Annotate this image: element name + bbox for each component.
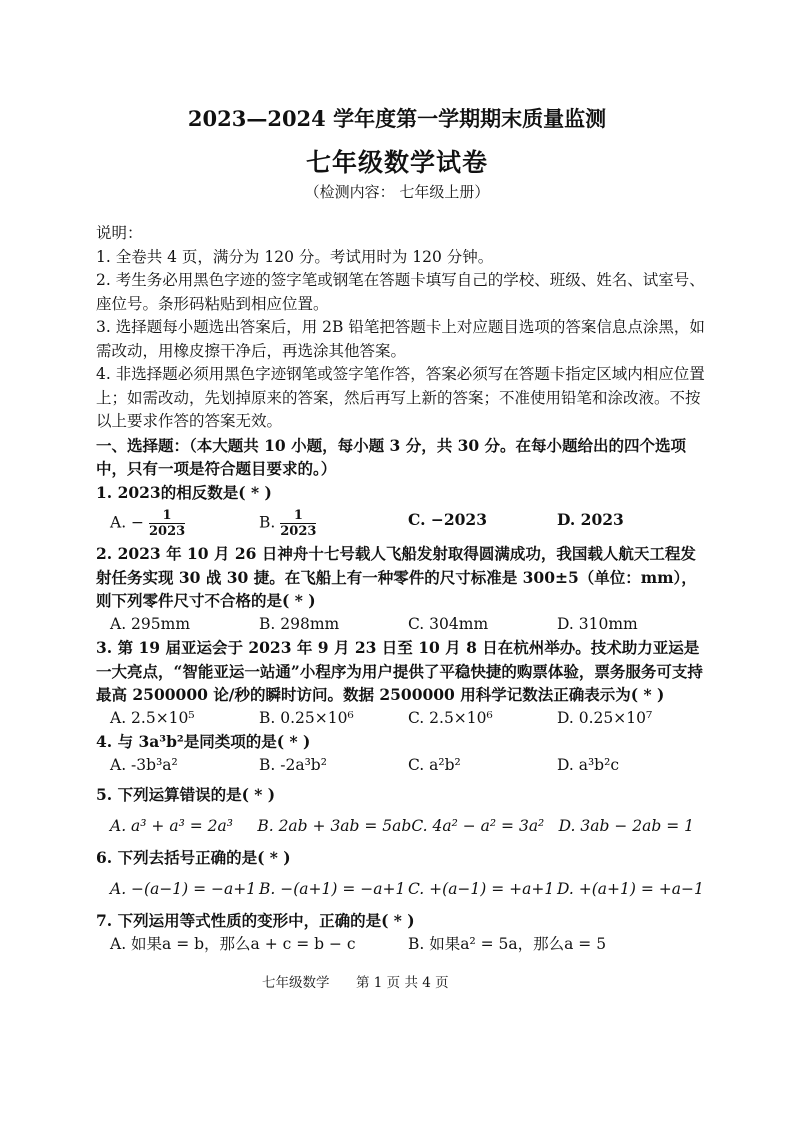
footer-subject: 七年级数学	[262, 975, 330, 991]
question-7-options	[96, 933, 706, 957]
question-4-option-c: C. a²b²	[408, 755, 461, 774]
instruction-item-2: 2. 考生务必用黑色字迹的签字笔或钢笔在答题卡填写自己的学校、班级、姓名、试室号、 座位号。条形码粘贴到相应位置。	[96, 271, 705, 313]
exam-title-subject: 七年级数学试卷	[305, 148, 488, 177]
exam-title-term: 2023—2024 学年度第一学期期末质量监测	[187, 106, 607, 131]
question-2-stem: 2. 2023 年 10 月 26 日神舟十七号载人飞船发射取得圆满成功，我国载人航天工程发射任务实现 30 战 30 捷。在飞船上有一种零件的尺寸标准是 300±5（单位：mm），则下列零件尺寸不合格的是( * )	[96, 544, 697, 610]
question-2-option-d: D. 310mm	[557, 614, 638, 633]
question-2-option-c: C. 304mm	[408, 614, 489, 633]
option-a-prefix: A. −	[110, 513, 145, 532]
question-3-option-c: C. 2.5×10⁶	[408, 708, 493, 727]
fraction	[149, 508, 185, 539]
question-7-option-a: A. 如果a = b，那么a + c = b − c	[110, 934, 356, 953]
question-4-options	[96, 754, 706, 778]
question-1-option-a	[110, 508, 259, 539]
question-1-options	[96, 508, 706, 539]
question-1-option-d: D. 2023	[557, 510, 624, 529]
section-heading-choice: 一、选择题：（本大题共 10 小题，每小题 3 分，共 30 分。在每小题给出的四个选项中，只有一项是符合题目要求的。）	[96, 435, 687, 478]
question-5-option-a: A. a³ + a³ = 2a³	[110, 816, 233, 835]
instruction-item-1: 1. 全卷共 4 页，满分为 120 分。考试用时为 120 分钟。	[96, 247, 494, 266]
instruction-item-4: 4. 非选择题必须用黑色字迹钢笔或签字笔作答，答案必须写在答题卡指定区域内相应位置上；如需改动，先划掉原来的答案，然后再写上新的答案；不准使用铅笔和涂改液。不按以上要求作答的答案无效。	[96, 365, 705, 430]
fraction-denominator: 2023	[280, 524, 317, 539]
question-6-option-b: B. −(a+1) = −a+1	[259, 879, 406, 898]
question-3-option-a: A. 2.5×10⁵	[110, 708, 195, 727]
question-4-stem: 4. 与 3a³b²是同类项的是( * )	[96, 732, 311, 751]
question-6-option-d: D. +(a+1) = +a−1	[557, 879, 704, 898]
question-5-option-c: C. 4a² − a² = 3a²	[411, 816, 545, 835]
question-6-options	[96, 878, 706, 902]
question-2-option-b: B. 298mm	[259, 614, 340, 633]
question-1-option-c: C. −2023	[408, 510, 487, 529]
question-6-stem: 6. 下列去括号正确的是( * )	[96, 848, 291, 867]
instruction-item-3: 3. 选择题每小题选出答案后，用 2B 铅笔把答题卡上对应题目选项的答案信息点涂黑，如需改动，用橡皮擦干净后，再选涂其他答案。	[96, 318, 705, 360]
question-3-options	[96, 707, 706, 731]
question-1-stem: 1. 2023的相反数是( * )	[96, 482, 272, 502]
question-3-option-b: B. 0.25×10⁶	[259, 708, 354, 727]
question-2-options	[96, 613, 706, 637]
fraction	[280, 508, 316, 539]
exam-scope: （检测内容： 七年级上册）	[304, 183, 490, 201]
question-3-option-d: D. 0.25×10⁷	[557, 708, 653, 727]
question-4-option-b: B. -2a³b²	[259, 755, 327, 774]
question-5-stem: 5. 下列运算错误的是( * )	[96, 785, 276, 804]
question-7-option-b: B. 如果a² = 5a，那么a = 5	[408, 934, 607, 953]
question-4-option-a: A. -3b³a²	[110, 755, 178, 774]
question-5-options	[96, 815, 706, 839]
question-1-option-b	[259, 508, 408, 539]
exam-body	[96, 222, 706, 956]
question-7-stem: 7. 下列运用等式性质的变形中，正确的是( * )	[96, 911, 415, 930]
footer-page-number: 第 1 页 共 4 页	[356, 975, 449, 991]
fraction-numerator: 1	[280, 508, 316, 524]
question-4-option-d: D. a³b²c	[557, 755, 619, 774]
question-5-option-b: B. 2ab + 3ab = 5ab	[257, 816, 412, 835]
instructions-label: 说明：	[96, 224, 143, 242]
question-3-stem: 3. 第 19 届亚运会于 2023 年 9 月 23 日至 10 月 8 日在杭州举办。技术助力亚运是一大亮点，“智能亚运一站通”小程序为用户提供了平稳快捷的购票体验，票务服务可支持最高 2500000 论/秒的瞬时访问。数据 2500000 用科学记数法正确表示为( * )	[96, 638, 703, 704]
question-2-option-a: A. 295mm	[110, 614, 191, 633]
fraction-denominator: 2023	[148, 524, 186, 539]
question-6-option-a: A. −(a−1) = −a+1	[110, 879, 257, 898]
question-5-option-d: D. 3ab − 2ab = 1	[558, 816, 694, 835]
option-b-prefix: B.	[259, 513, 276, 532]
fraction-numerator: 1	[149, 508, 185, 524]
question-6-option-c: C. +(a−1) = +a+1	[408, 879, 555, 898]
